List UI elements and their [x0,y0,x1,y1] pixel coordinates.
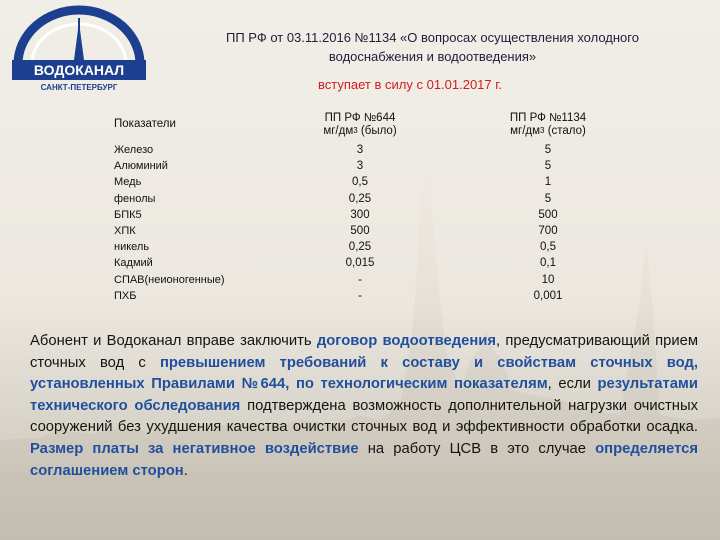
vodokanal-logo [8,2,150,94]
para-highlight: результатами технического обследования [30,376,698,414]
table-cell-new: 0,001 [533,289,563,302]
old-norm-column [300,142,420,304]
old-norm-header-line1: ПП РФ №644 [324,112,396,124]
table-cell-old: 0,015 [345,257,375,270]
table-row-label: фенолы [114,192,156,205]
logo-city: САНКТ-ПЕТЕРБУРГ [40,83,118,92]
table-row-label: ПХБ [114,289,137,302]
table-cell-new: 5 [544,192,552,205]
table-row-label: Медь [114,176,142,189]
new-norm-column [483,142,613,304]
table-row-label: Кадмий [114,257,153,270]
para-text: , если [547,376,598,393]
table-cell-old: 500 [350,224,370,237]
table-cell-new: 700 [538,224,558,237]
table-cell-old: 0,5 [352,176,368,189]
table-cell-old: 0,25 [348,241,372,254]
new-norm-header [483,112,613,138]
table-cell-new: 0,1 [540,257,556,270]
table-row-label: БПК5 [114,208,142,221]
table-cell-old: 3 [356,160,364,173]
title-line-1: ПП РФ от 03.11.2016 №1134 «О вопросах осуществления холодного [226,30,639,45]
body-paragraph [30,331,698,482]
table-cell-new: 10 [541,273,555,286]
title-line-2: водоснабжения и водоотведения» [328,49,537,64]
table-row-label: СПАВ(неионогенные) [114,273,225,286]
table-cell-new: 1 [544,176,552,189]
table-cell-new: 500 [538,208,558,221]
table-row-label: ХПК [114,224,136,237]
para-text: Абонент и Водоканал вправе заключить [30,333,317,349]
table-cell-new: 5 [544,144,552,156]
old-norm-header [300,112,420,138]
table-cell-old: - [358,289,362,302]
para-highlight: договор водоотведения [316,333,497,349]
effective-date: вступает в силу с 01.01.2017 г. [318,77,503,92]
para-highlight: Размер платы за негативное воздействие [30,440,359,457]
table-cell-old: 0,25 [348,192,372,205]
table-row-label: Алюминий [114,160,168,173]
new-norm-header-line1: ПП РФ №1134 [509,112,587,124]
table-cell-new: 0,5 [540,241,556,254]
para-text: . [183,462,188,479]
indicator-header: Показатели [114,118,176,130]
table-cell-old: 300 [350,208,370,221]
indicator-column [114,142,225,304]
table-cell-old: - [358,273,362,286]
para-text: подтверждена возможность дополнительной нагрузки очистных сооружений без ухудшения качества очистки сточных вод и эффективности обработки осадка. [30,397,698,436]
para-text: на работу ЦСВ в это случае [358,440,596,457]
table-row-label: Железо [114,144,154,156]
table-row-label: никель [114,241,150,254]
table-cell-old: 3 [356,144,364,156]
new-norm-header-line2: $мг/дм^3$ (стало) [510,125,586,137]
para-text: , предусматривающий прием сточных вод с [30,333,698,371]
table-cell-new: 5 [544,160,552,173]
para-highlight: определяется соглашением сторон [30,440,698,479]
document-title [150,28,715,66]
logo-name: ВОДОКАНАЛ [33,62,125,78]
old-norm-header-line2: $мг/дм^3$ (было) [323,125,397,137]
para-highlight: превышением требований к составу и свойствам сточных вод, установленных Правилами №644, по технологическим показателям [30,354,699,393]
